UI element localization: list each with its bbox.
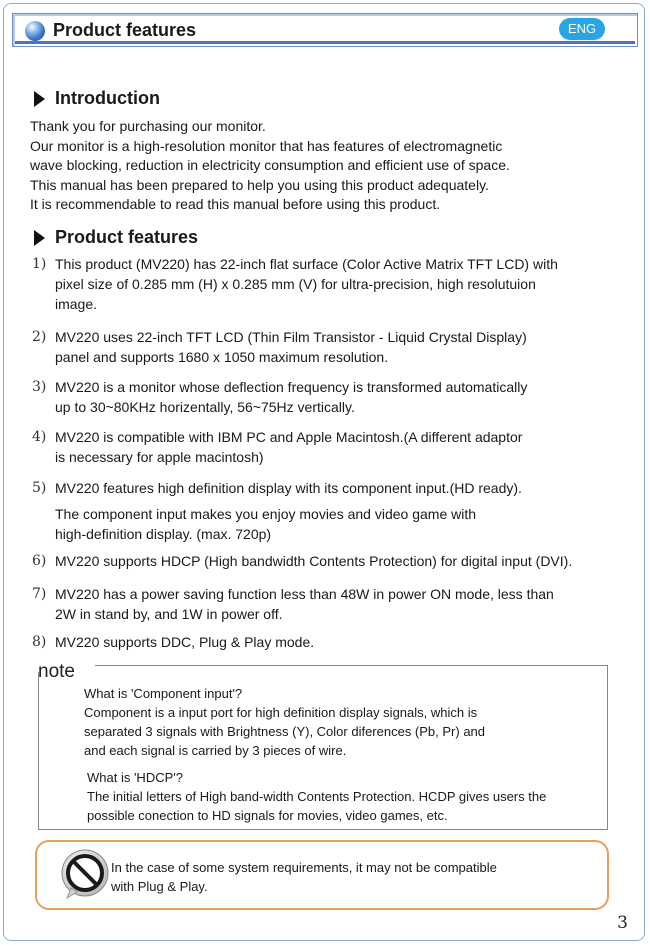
intro-line: It is recommendable to read this manual before using this product. [30, 196, 441, 212]
note-line: and each signal is carried by 3 pieces of wire. [84, 743, 347, 758]
feature-item-1 [32, 254, 558, 314]
feature-item-4 [32, 427, 522, 467]
feature-line: MV220 supports DDC, Plug & Play mode. [55, 634, 315, 650]
product-features-heading-text: Product features [55, 227, 199, 247]
note-line: possible conection to HD signals for movies, video games, etc. [87, 808, 448, 823]
warning-line: with Plug & Play. [111, 879, 208, 894]
feature-line: up to 30~80KHz horizentally, 56~75Hz vertically. [55, 399, 355, 415]
header-bar [12, 13, 638, 47]
note-line: Component is a input port for high definition display signals, which is [84, 705, 478, 720]
intro-line: Our monitor is a high-resolution monitor that has features of electromagnetic [30, 137, 503, 154]
language-badge[interactable]: ENG [559, 18, 605, 40]
feature-number: 6) [32, 553, 47, 569]
feature-line: 2W in stand by, and 1W in power off. [55, 606, 283, 622]
feature-number: 2) [32, 329, 47, 345]
prohibited-icon [59, 848, 111, 900]
product-features-heading [34, 227, 198, 248]
warning-box [35, 840, 609, 910]
feature-item-3 [32, 377, 527, 417]
feature-number: 4) [32, 429, 47, 445]
feature-line: high-definition display. (max. 720p) [55, 526, 272, 542]
feature-line: This product (MV220) has 22-inch flat surface (Color Active Matrix TFT LCD) with [55, 256, 558, 272]
note-line: The initial letters of High band-width Contents Protection. HCDP gives users the [87, 789, 547, 804]
feature-item-2 [32, 327, 527, 367]
feature-line: MV220 has a power saving function less than 48W in power ON mode, less than [55, 586, 554, 602]
page-number: 3 [617, 913, 628, 933]
feature-number: 7) [32, 586, 47, 602]
feature-item-6 [32, 551, 572, 571]
feature-line: panel and supports 1680 x 1050 maximum resolution. [55, 349, 389, 365]
note-line: What is 'Component input'? [84, 686, 243, 701]
note-component [84, 684, 485, 760]
feature-number: 8) [32, 634, 47, 650]
triangle-bullet-icon [34, 230, 45, 246]
warning-line: In the case of some system requirements, it may not be compatible [111, 860, 497, 875]
globe-icon [25, 21, 45, 41]
feature-number: 3) [32, 379, 47, 395]
feature-number: 5) [32, 480, 47, 496]
feature-line: MV220 is a monitor whose deflection frequency is transformed automatically [55, 379, 528, 395]
note-line: separated 3 signals with Brightness (Y), Color diferences (Pb, Pr) and [84, 724, 486, 739]
page-title: Product features [53, 20, 197, 40]
warning-text [111, 858, 497, 896]
feature-number: 1) [32, 256, 47, 272]
intro-line: wave blocking, reduction in electricity consumption and efficient use of space. [30, 157, 510, 173]
introduction-heading [34, 88, 160, 109]
note-label: note [38, 661, 75, 682]
triangle-bullet-icon [34, 91, 45, 107]
introduction-heading-text: Introduction [55, 88, 160, 108]
feature-line: MV220 is compatible with IBM PC and Apple Macintosh.(A different adaptor [55, 429, 523, 445]
feature-item-5 [32, 478, 522, 544]
intro-line: This manual has been prepared to help you using this product adequately. [30, 176, 489, 193]
feature-line: image. [55, 296, 98, 312]
feature-item-7 [32, 584, 554, 624]
feature-line: pixel size of 0.285 mm (H) x 0.285 mm (V) for ultra-precision, high resolutuion [55, 276, 536, 292]
feature-line: MV220 supports HDCP (High bandwidth Contents Protection) for digital input (DVI). [55, 553, 573, 569]
note-hdcp [87, 768, 546, 825]
note-line: What is 'HDCP'? [87, 770, 183, 785]
introduction-text [30, 117, 510, 215]
feature-item-8 [32, 632, 314, 652]
feature-line: is necessary for apple macintosh) [55, 449, 264, 465]
feature-line: MV220 uses 22-inch TFT LCD (Thin Film Transistor - Liquid Crystal Display) [55, 329, 527, 345]
intro-line: Thank you for purchasing our monitor. [30, 118, 266, 134]
feature-line: MV220 features high definition display with its component input.(HD ready). [55, 480, 522, 496]
feature-line: The component input makes you enjoy movies and video game with [55, 506, 477, 522]
